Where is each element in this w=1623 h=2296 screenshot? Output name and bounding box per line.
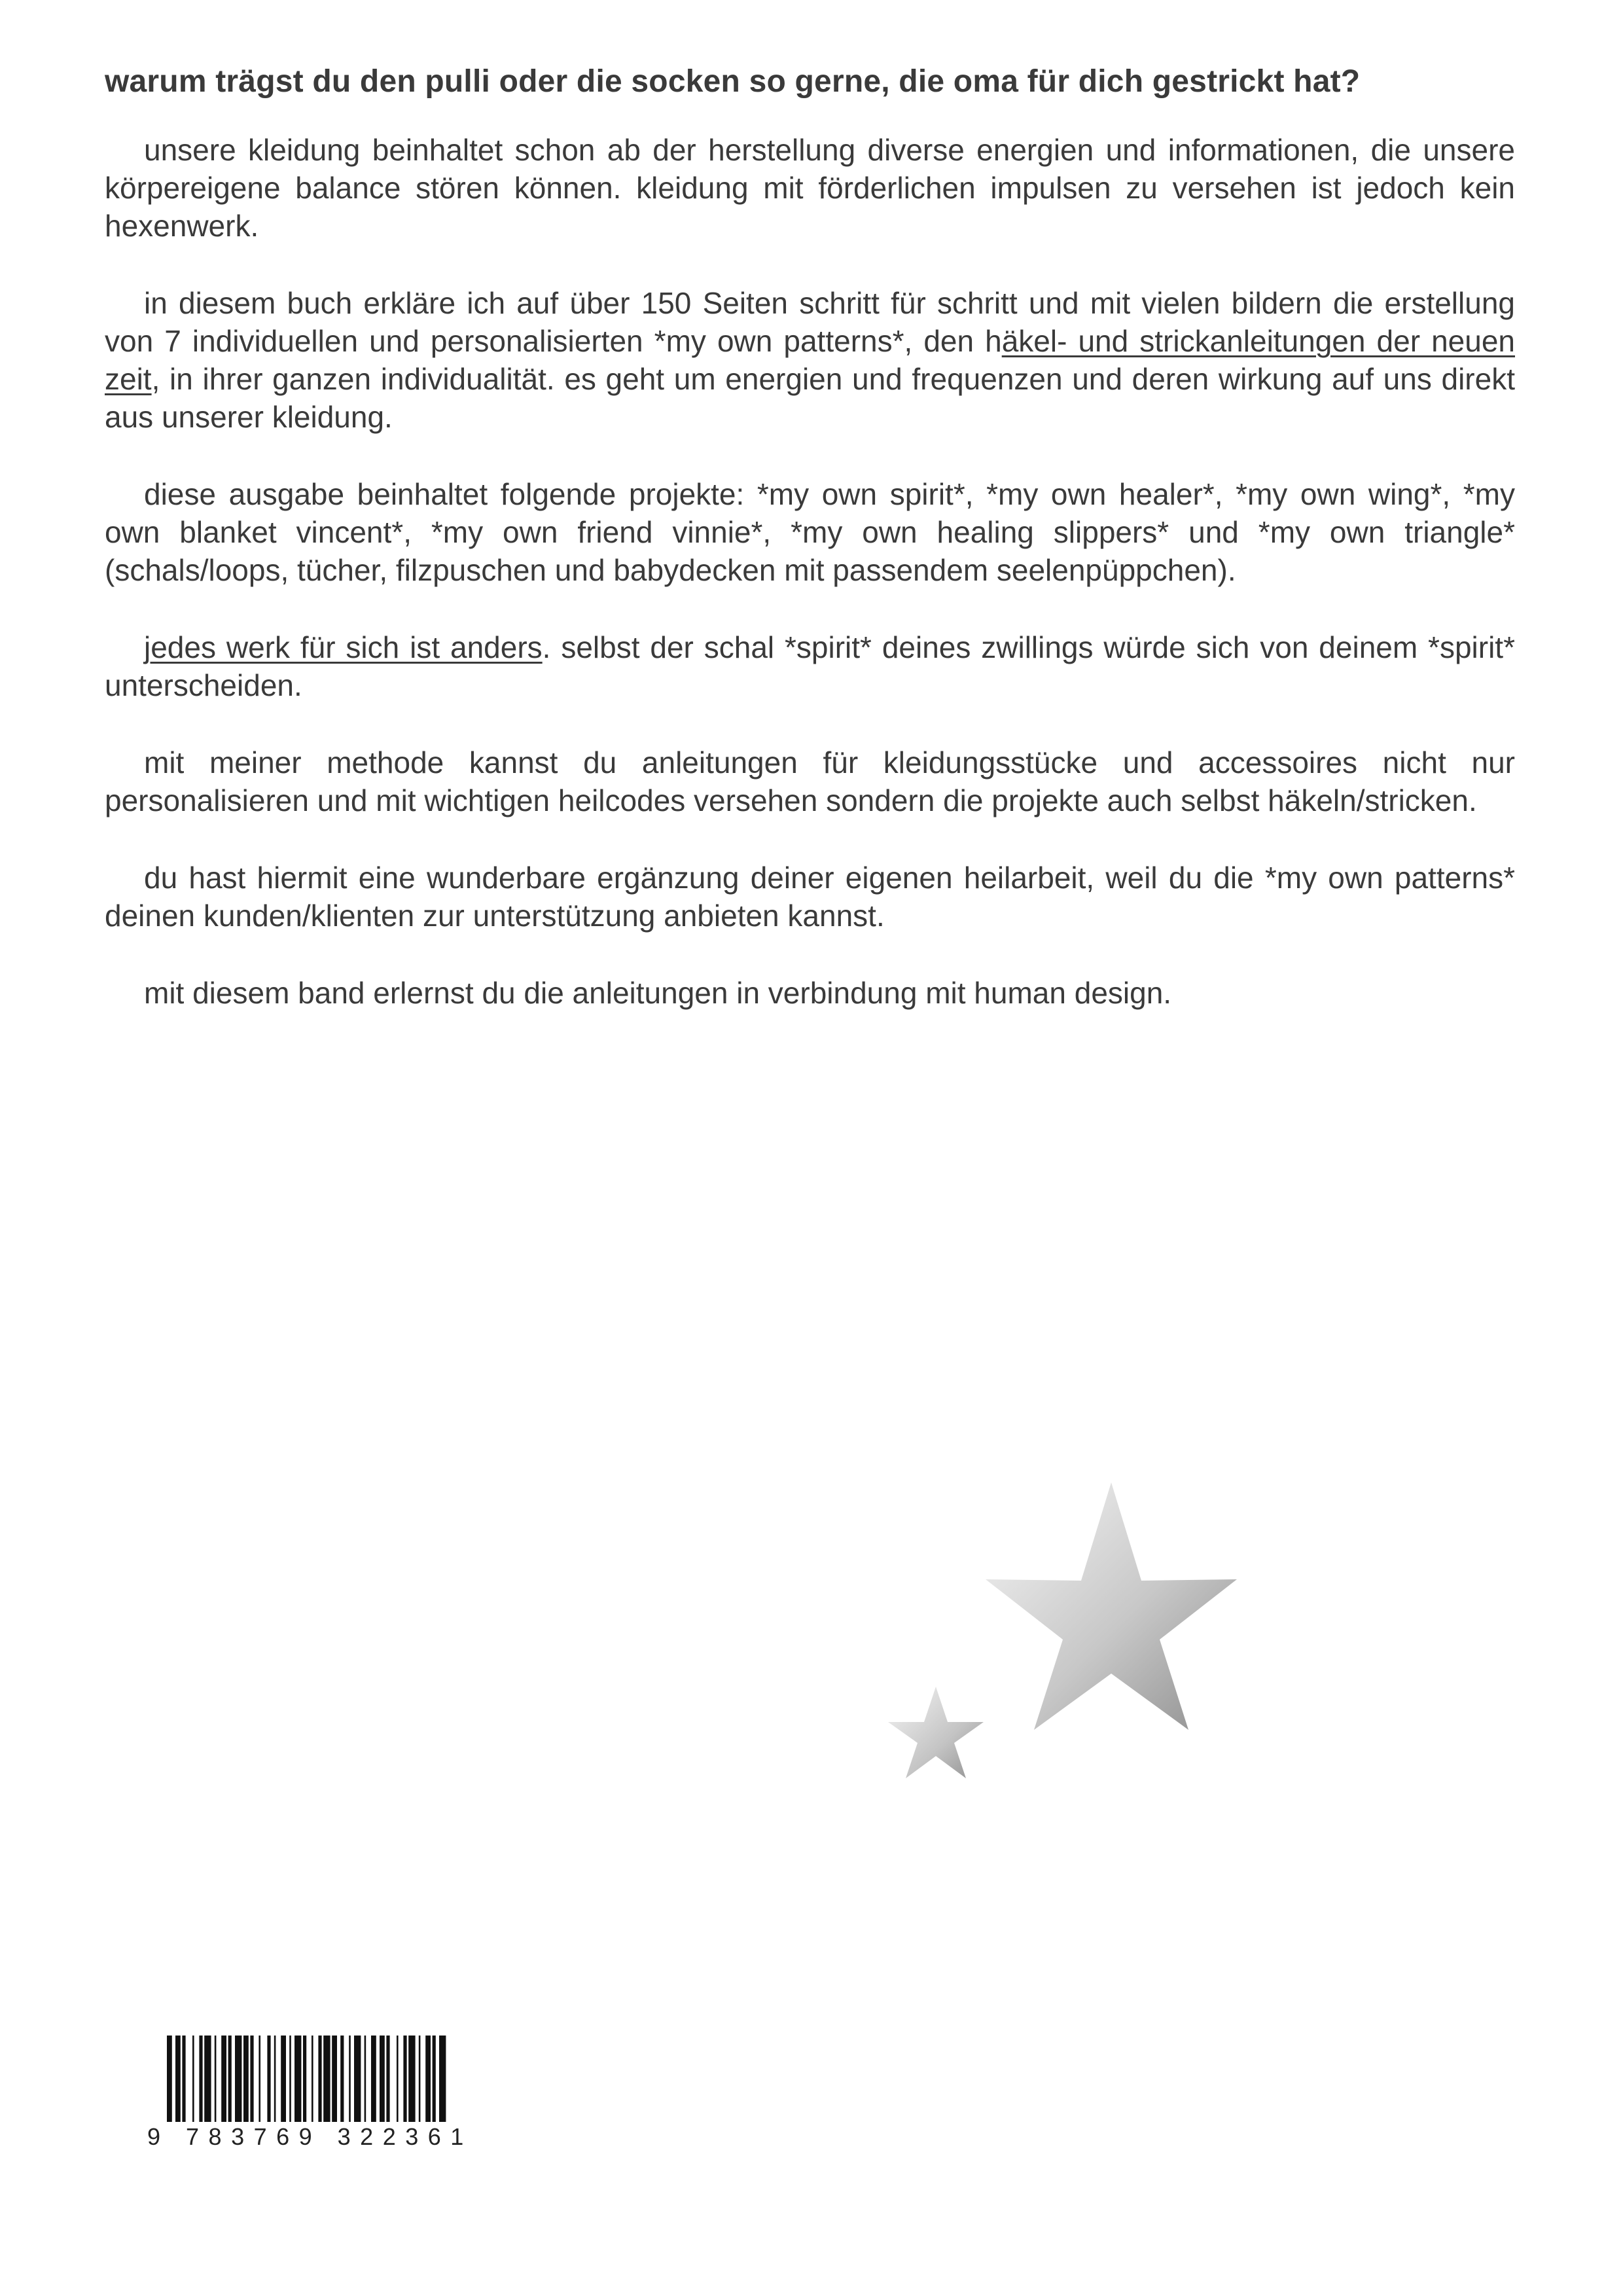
paragraph-method bbox=[105, 744, 1515, 819]
barcode-bar bbox=[354, 2036, 361, 2122]
barcode-bar bbox=[403, 2036, 406, 2122]
paragraph-intro-text: unsere kleidung beinhaltet schon ab der herstellung diverse energien und informationen, die unsere körpereigene balance stören können. kleidung mit förderlichen impulsen zu versehen ist jedoch kein hexenwerk. bbox=[105, 133, 1515, 243]
barcode-bar bbox=[380, 2036, 385, 2122]
paragraph-individuality-text: . selbst der schal *spirit* deines zwillings würde sich von deinem *spirit* unterscheiden. bbox=[105, 630, 1515, 702]
barcode-bar bbox=[250, 2036, 253, 2122]
barcode-bar bbox=[192, 2036, 194, 2122]
barcode-bar bbox=[235, 2036, 241, 2122]
paragraph-book-description bbox=[105, 284, 1515, 436]
paragraph-healing-work bbox=[105, 859, 1515, 935]
barcode-bar bbox=[365, 2036, 366, 2122]
paragraph-projects-text: diese ausgabe beinhaltet folgende projekte: *my own spirit*, *my own healer*, *my own wing*, *my own blanket vincent*, *my own friend vinnie*, *my own healing slippers* und *my own triangle* (schals/loops, tücher, filzpuschen und babydecken mit passendem seelenpüppchen). bbox=[105, 477, 1515, 587]
paragraph-intro bbox=[105, 131, 1515, 245]
decorative-stars bbox=[877, 1476, 1243, 1790]
barcode-bar bbox=[419, 2036, 421, 2122]
barcode-bar bbox=[228, 2036, 232, 2122]
paragraph-human-design bbox=[105, 974, 1515, 1012]
paragraph-method-text: mit meiner methode kannst du anleitungen für kleidungsstücke und accessoires nicht nur personalisieren und mit wichtigen heilcodes versehen sondern die projekte auch selbst häkeln/stricken. bbox=[105, 745, 1515, 817]
paragraph-healing-work-text: du hast hiermit eine wunderbare ergänzung deiner eigenen heilarbeit, weil du die *my own patterns* deinen kunden/klienten zur unterstützung anbieten kannst. bbox=[105, 861, 1515, 933]
barcode-bar bbox=[221, 2036, 226, 2122]
headline: warum trägst du den pulli oder die socken so gerne, die oma für dich gestrickt hat? bbox=[105, 64, 1361, 99]
barcode-bar bbox=[332, 2036, 337, 2122]
barcode-bar bbox=[425, 2036, 431, 2122]
barcode-bar bbox=[318, 2036, 321, 2122]
barcode-bar bbox=[289, 2036, 291, 2122]
barcode-bar bbox=[281, 2036, 286, 2122]
barcode-bar bbox=[433, 2036, 436, 2122]
paragraph-individuality bbox=[105, 628, 1515, 704]
underlined-phrase-jedes-werk: jedes werk für sich ist anders bbox=[144, 630, 543, 664]
back-cover-text bbox=[105, 62, 1515, 1012]
barcode-bar bbox=[386, 2036, 389, 2122]
barcode-bar bbox=[215, 2036, 217, 2122]
barcode-bar bbox=[340, 2036, 344, 2122]
barcode-bar bbox=[349, 2036, 351, 2122]
barcode-bar bbox=[397, 2036, 399, 2122]
large-star-icon bbox=[986, 1482, 1237, 1730]
barcode-bar bbox=[312, 2036, 313, 2122]
underlined-phrase-anleitungen: äkel- und strickanleitungen der neuen zeit bbox=[105, 324, 1515, 396]
small-star-icon bbox=[888, 1687, 984, 1778]
barcode-bar bbox=[303, 2036, 306, 2122]
paragraph-book-description-text: in diesem buch erkläre ich auf über 150 Seiten schritt für schritt und mit vielen bildern die erstellung von 7 individuellen und personalisierten *my own patterns*, den h bbox=[105, 286, 1515, 358]
barcode-bar bbox=[294, 2036, 301, 2122]
paragraph-book-description-tail: , in ihrer ganzen individualität. es geht um energien und frequenzen und deren wirkung auf uns direkt aus unserer kleidung. bbox=[105, 362, 1515, 434]
isbn-digits: 9 783769 322361 bbox=[147, 2122, 455, 2152]
barcode-bar bbox=[267, 2036, 270, 2122]
barcode-bar bbox=[371, 2036, 376, 2122]
barcode-bar bbox=[182, 2036, 185, 2122]
barcode-bar bbox=[199, 2036, 202, 2122]
barcode-bar bbox=[259, 2036, 260, 2122]
barcode-bar bbox=[323, 2036, 330, 2122]
barcode-bar bbox=[204, 2036, 211, 2122]
paragraph-human-design-text: mit diesem band erlernst du die anleitungen in verbindung mit human design. bbox=[144, 976, 1172, 1010]
paragraph-projects bbox=[105, 475, 1515, 589]
barcode-bar bbox=[243, 2036, 249, 2122]
barcode-bar bbox=[408, 2036, 415, 2122]
